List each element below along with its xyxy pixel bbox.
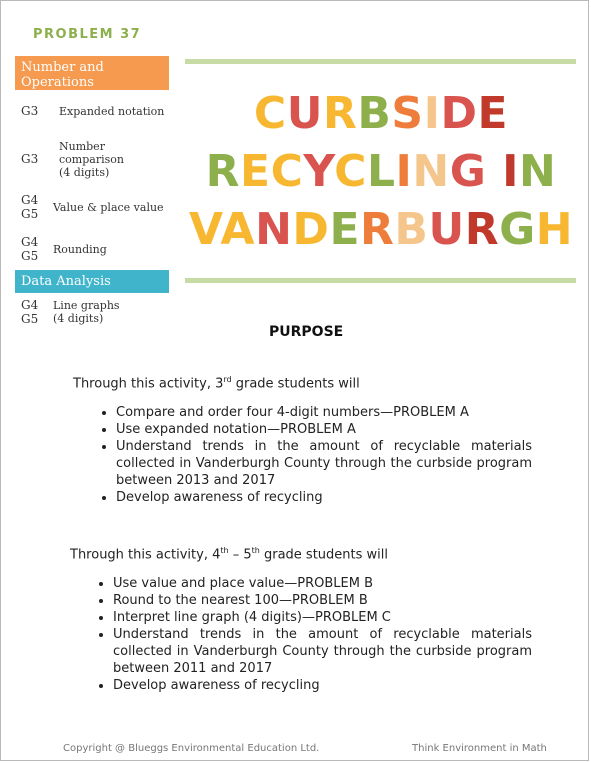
skill-row — [15, 228, 169, 270]
skill-grade: G4 G5 — [21, 193, 39, 221]
list-item: • Develop awareness of recycling — [113, 677, 532, 694]
title-line: RECYCLING IN — [205, 146, 557, 197]
footer-copyright: Copyright @ Blueggs Environmental Education Ltd. — [63, 743, 320, 754]
grade45-intro — [70, 546, 388, 562]
grade45-intro-text: Through this activity, 4 — [70, 547, 221, 563]
list-item: • Understand trends in the amount of recyclable materials collected in Vanderburgh County through the curbside program between 2011 and 2017 — [113, 626, 532, 677]
skill-grade: G4 G5 — [21, 235, 39, 263]
grade3-intro-text: Through this activity, 3 — [73, 376, 224, 392]
problem-label: PROBLEM 37 — [33, 27, 142, 42]
list-item: • Interpret line graph (4 digits)—PROBLEM C — [113, 609, 532, 626]
footer-tagline: Think Environment in Math — [412, 743, 547, 754]
title-line: CURBSIDE — [253, 88, 509, 139]
skill-row — [15, 90, 169, 132]
list-item: • Use value and place value—PROBLEM B — [113, 575, 532, 592]
grade3-goals-list — [98, 404, 532, 506]
skill-topic: Rounding — [53, 242, 107, 256]
category-header-data-analysis: Data Analysis — [15, 270, 169, 293]
list-item: • Round to the nearest 100—PROBLEM B — [113, 592, 532, 609]
skill-topic: Value & place value — [53, 200, 164, 214]
skill-grade: G3 — [21, 152, 39, 166]
grade3-intro-text-end: grade students will — [231, 376, 360, 392]
grade3-intro — [73, 375, 360, 391]
category-header-number-operations: Number and Operations — [15, 56, 169, 90]
skill-grade: G3 — [21, 104, 39, 118]
grade45-goals-list — [95, 575, 532, 694]
purpose-heading: PURPOSE — [269, 324, 344, 340]
title-line: VANDERBURGH — [188, 204, 574, 255]
skill-grade: G4 G5 — [21, 298, 39, 326]
title-rule-bottom — [185, 278, 576, 283]
title-rule-top — [185, 59, 576, 64]
grade45-intro-text-mid: – 5 — [228, 547, 252, 563]
list-item: • Understand trends in the amount of recyclable materials collected in Vanderburgh County through the curbside program between 2013 and 2017 — [116, 438, 532, 489]
skill-topic: Number comparison (4 digits) — [59, 139, 124, 179]
grade45-intro-sup2: th — [251, 546, 260, 555]
skills-sidebar — [15, 56, 169, 331]
skill-row — [15, 132, 169, 186]
skill-topic: Line graphs (4 digits) — [53, 299, 120, 325]
grade45-intro-sup1: th — [220, 546, 229, 555]
skill-row — [15, 293, 169, 331]
list-item: • Develop awareness of recycling — [116, 489, 532, 506]
skill-topic: Expanded notation — [59, 104, 165, 118]
grade45-intro-text-end: grade students will — [259, 547, 389, 563]
list-item: • Use expanded notation—PROBLEM A — [116, 421, 532, 438]
grade3-intro-sup: rd — [223, 375, 232, 384]
page-title — [171, 85, 591, 259]
skill-row — [15, 186, 169, 228]
list-item: • Compare and order four 4-digit numbers—PROBLEM A — [116, 404, 532, 421]
